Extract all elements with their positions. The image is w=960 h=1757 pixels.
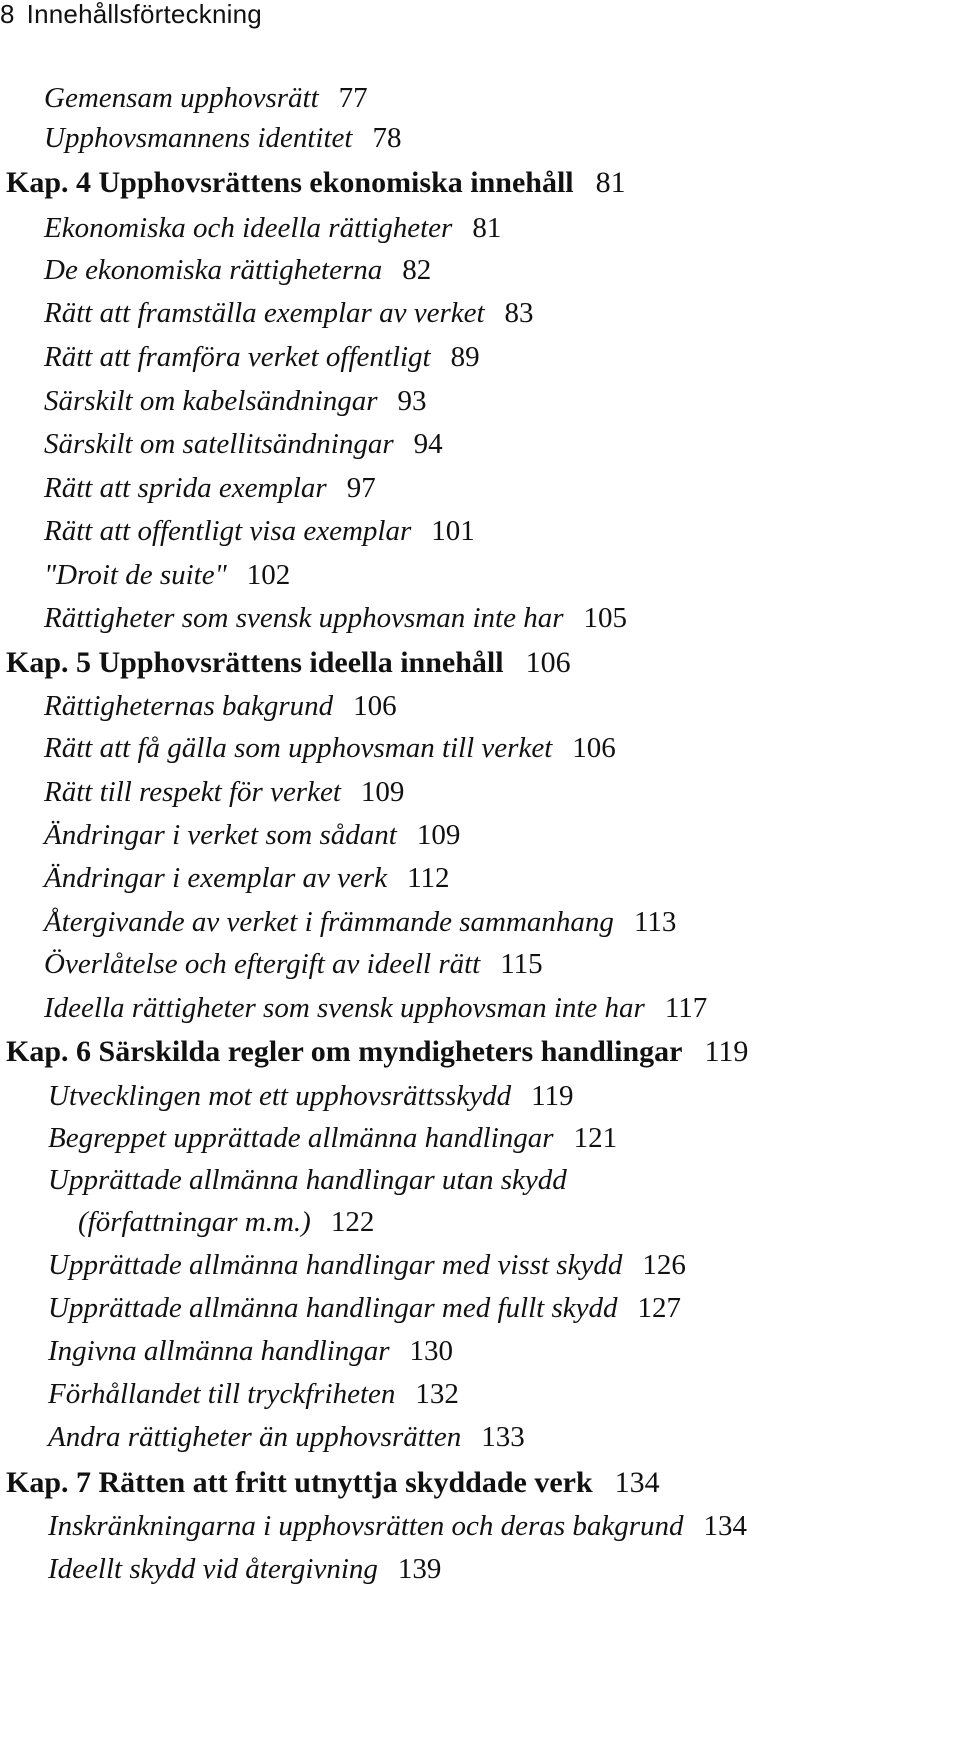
toc-entry xyxy=(44,337,480,377)
toc-entry xyxy=(48,1076,574,1116)
toc-chapter xyxy=(6,1463,660,1503)
toc-entry xyxy=(44,381,427,421)
toc-entry xyxy=(44,118,401,158)
toc-entry xyxy=(44,988,707,1028)
toc-entry-title: Rätt att få gälla som upphovsman till verket xyxy=(44,732,553,764)
toc-entry-title: Rätt att framställa exemplar av verket xyxy=(44,297,485,329)
toc-page-number: 83 xyxy=(504,297,534,329)
toc-page-number: 139 xyxy=(397,1553,442,1585)
toc-page-number: 109 xyxy=(360,776,405,808)
toc-entry xyxy=(44,728,616,768)
toc-entry xyxy=(48,1118,617,1158)
toc-entry xyxy=(44,598,627,638)
toc-entry-title: Upprättade allmänna handlingar utan skydd xyxy=(48,1164,567,1196)
toc-entry-title: Förhållandet till tryckfriheten xyxy=(48,1378,396,1410)
toc-entry xyxy=(44,772,404,812)
toc-chapter xyxy=(6,643,571,683)
toc-page-number: 115 xyxy=(500,948,543,980)
toc-page-number: 97 xyxy=(346,472,376,504)
running-head xyxy=(0,0,262,30)
toc-entry-title: Kap. 7 Rätten att fritt utnyttja skyddade verk xyxy=(6,1466,593,1499)
toc-entry-title: Ideella rättigheter som svensk upphovsman inte har xyxy=(44,992,645,1024)
toc-page-number: 132 xyxy=(415,1378,459,1410)
toc-page-number: 89 xyxy=(450,341,480,373)
toc-entry-title: Rätt till respekt för verket xyxy=(44,776,341,808)
toc-chapter xyxy=(6,1032,748,1072)
toc-entry-title: Gemensam upphovsrätt xyxy=(44,82,319,114)
toc-entry-title: Överlåtelse och eftergift av ideell rätt xyxy=(44,948,481,980)
toc-entry xyxy=(44,250,431,290)
toc-entry xyxy=(44,511,475,551)
toc-page-number: 113 xyxy=(633,906,677,938)
toc-page-number: 81 xyxy=(472,212,502,244)
toc-entry xyxy=(44,208,501,248)
toc-entry xyxy=(44,78,368,118)
toc-entry xyxy=(48,1160,567,1200)
toc-entry-title: Upprättade allmänna handlingar med visst skydd xyxy=(48,1249,623,1281)
toc-page-number: 133 xyxy=(481,1421,525,1453)
toc-entry xyxy=(44,686,397,726)
toc-entry xyxy=(44,815,460,855)
toc-entry-title: Upphovsmannens identitet xyxy=(44,122,353,154)
toc-entry xyxy=(44,902,676,942)
toc-entry xyxy=(78,1202,374,1242)
toc-page-number: 101 xyxy=(431,515,475,547)
toc-entry-title: Ändringar i exemplar av verk xyxy=(44,862,388,894)
toc-entry xyxy=(48,1549,441,1589)
toc-entry-title: Rätt att framföra verket offentligt xyxy=(44,341,431,373)
toc-entry xyxy=(44,944,543,984)
toc-page-number: 93 xyxy=(397,385,427,417)
toc-page-number: 81 xyxy=(595,166,626,199)
toc-entry-title: Utvecklingen mot ett upphovsrättsskydd xyxy=(48,1080,512,1112)
toc-page-number: 82 xyxy=(402,254,432,286)
toc-entry xyxy=(48,1417,525,1457)
toc-entry-title: Särskilt om satellitsändningar xyxy=(44,428,394,460)
toc-entry xyxy=(48,1288,681,1328)
toc-entry-title: De ekonomiska rättigheterna xyxy=(44,254,383,286)
toc-entry xyxy=(44,858,450,898)
toc-entry-title: Rätt att offentligt visa exemplar xyxy=(44,515,412,547)
toc-entry-title: (författningar m.m.) xyxy=(78,1206,311,1238)
toc-entry-title: "Droit de suite" xyxy=(44,559,227,591)
toc-page-number: 77 xyxy=(338,82,368,114)
toc-entry xyxy=(48,1374,459,1414)
toc-entry-title: Andra rättigheter än upphovsrätten xyxy=(48,1421,462,1453)
toc-entry xyxy=(48,1506,747,1546)
toc-entry xyxy=(48,1331,453,1371)
toc-page-number: 119 xyxy=(704,1035,749,1068)
toc-entry-title: Ändringar i verket som sådant xyxy=(44,819,397,851)
toc-entry-title: Begreppet upprättade allmänna handlingar xyxy=(48,1122,554,1154)
toc-entry-title: Rätt att sprida exemplar xyxy=(44,472,327,504)
toc-entry xyxy=(44,555,290,595)
toc-entry-title: Rättigheternas bakgrund xyxy=(44,690,334,722)
toc-page-number: 130 xyxy=(409,1335,454,1367)
toc-entry-title: Kap. 6 Särskilda regler om myndigheters handlingar xyxy=(6,1035,683,1068)
toc-page-number: 112 xyxy=(407,862,450,894)
toc-entry-title: Upprättade allmänna handlingar med fullt skydd xyxy=(48,1292,618,1324)
toc-entry-title: Ideellt skydd vid återgivning xyxy=(48,1553,378,1585)
toc-page-number: 117 xyxy=(664,992,708,1024)
toc-entry xyxy=(44,293,534,333)
toc-page-number: 106 xyxy=(572,732,616,764)
toc-page-number: 134 xyxy=(614,1466,660,1499)
toc-page-number: 105 xyxy=(583,602,628,634)
toc-entry xyxy=(48,1245,686,1285)
toc-page-number: 126 xyxy=(642,1249,686,1281)
toc-entry-title: Kap. 5 Upphovsrättens ideella innehåll xyxy=(6,646,504,679)
toc-page-number: 119 xyxy=(531,1080,574,1112)
toc-chapter xyxy=(6,163,626,203)
toc-page-number: 109 xyxy=(416,819,461,851)
toc-page-number: 134 xyxy=(703,1510,748,1542)
toc-page-number: 102 xyxy=(246,559,291,591)
toc-page-number: 106 xyxy=(353,690,397,722)
toc-page-number: 78 xyxy=(372,122,402,154)
toc-page-number: 106 xyxy=(525,646,571,679)
toc-entry-title: Särskilt om kabelsändningar xyxy=(44,385,378,417)
toc-entry xyxy=(44,468,376,508)
toc-page-number: 127 xyxy=(637,1292,681,1324)
page-number: 8 xyxy=(0,0,15,29)
toc-entry-title: Kap. 4 Upphovsrättens ekonomiska innehåll xyxy=(6,166,574,199)
toc-page-number: 94 xyxy=(413,428,443,460)
toc-entry-title: Ingivna allmänna handlingar xyxy=(48,1335,390,1367)
toc-entry xyxy=(44,424,443,464)
toc-page-number: 121 xyxy=(573,1122,618,1154)
toc-page-number: 122 xyxy=(330,1206,375,1238)
page-title: Innehållsförteckning xyxy=(26,0,262,29)
toc-entry-title: Inskränkningarna i upphovsrätten och deras bakgrund xyxy=(48,1510,684,1542)
toc-entry-title: Rättigheter som svensk upphovsman inte har xyxy=(44,602,564,634)
toc-entry-title: Ekonomiska och ideella rättigheter xyxy=(44,212,453,244)
toc-entry-title: Återgivande av verket i främmande sammanhang xyxy=(44,906,614,938)
